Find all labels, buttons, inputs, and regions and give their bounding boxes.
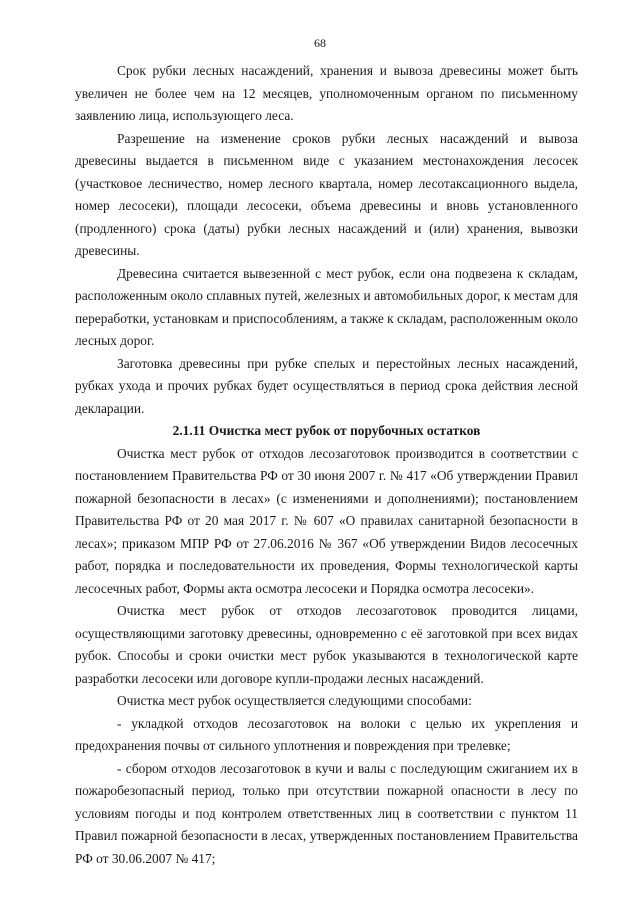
section-heading: 2.1.11 Очистка мест рубок от порубочных остатков — [172, 423, 481, 438]
paragraph-cleanup-regulations: Очистка мест рубок от отходов лесозаготовок производится в соответствии с постановлением Правительства РФ от 30 июня 2007 г. № 417 «Об утверждении Правил пожарной безопасности в лесах» (с изменениями и дополнениями); постановлением Правительства РФ от 20 мая 2017 г. № 607 «О правилах санитарной безопасности в лесах»; приказом МПР РФ от 27.06.2016 № 367 «Об утверждении Видов лесосечных работ, порядка и последовательности их проведения, Формы технологической карты лесосечных работ, Формы акта осмотра лесосеки и Порядка осмотра лесосеки». — [75, 445, 578, 596]
paragraph-extension-term: Срок рубки лесных насаждений, хранения и вывоза древесины может быть увеличен не более чем на 12 месяцев, уполномоченным органом по письменному заявлению лица, использующего леса. — [75, 63, 578, 123]
paragraph-timber-removed: Древесина считается вывезенной с мест рубок, если она подвезена к складам, расположенным около сплавных путей, железных и автомобильных дорог, к местам для переработки, установкам и приспособлениям, а также к складам, расположенным около лесных дорог. — [75, 265, 578, 348]
list-item-piles-burning: - сбором отходов лесозаготовок в кучи и валы с последующим сжиганием их в пожаробезопасный период, только при отсутствии пожарной опасности в лесу по условиям погоды и под контролем ответственных лиц в соответствии с пунктом 11 Правил пожарной безопасности в лесах, утвержденных постановлением Правительства РФ от 30.06.2007 № 417; — [75, 760, 578, 866]
paragraph-cleanup-methods-intro: Очистка мест рубок осуществляется следующими способами: — [117, 693, 472, 708]
document-body — [75, 60, 578, 870]
paragraph-harvest-period: Заготовка древесины при рубке спелых и перестойных лесных насаждений, рубках ухода и прочих рубках будет осуществляться в период срока действия лесной декларации. — [75, 355, 578, 416]
paragraph-cleanup-responsibility: Очистка мест рубок от отходов лесозаготовок проводится лицами, осуществляющими заготовку древесины, одновременно с её заготовкой при всех видах рубок. Способы и сроки очистки мест рубок указываются в технологической карте разработки лесосеки или договоре купли-продажи лесных насаждений. — [75, 603, 578, 686]
page-number: 68 — [314, 36, 326, 50]
list-item-skid-trails: - укладкой отходов лесозаготовок на волоки с целью их укрепления и предохранения почвы от сильного уплотнения и повреждения при трелевке; — [75, 715, 578, 753]
paragraph-change-permission: Разрешение на изменение сроков рубки лесных насаждений и вывоза древесины выдается в письменном виде с указанием местонахождения лесосек (участковое лесничество, номер лесного квартала, номер лесотаксационного выдела, номер лесосеки), площади лесосеки, объема древесины и вновь установленного (продленного) срока (даты) рубки лесных насаждений и (или) хранения, вывозки древесины. — [75, 130, 578, 258]
